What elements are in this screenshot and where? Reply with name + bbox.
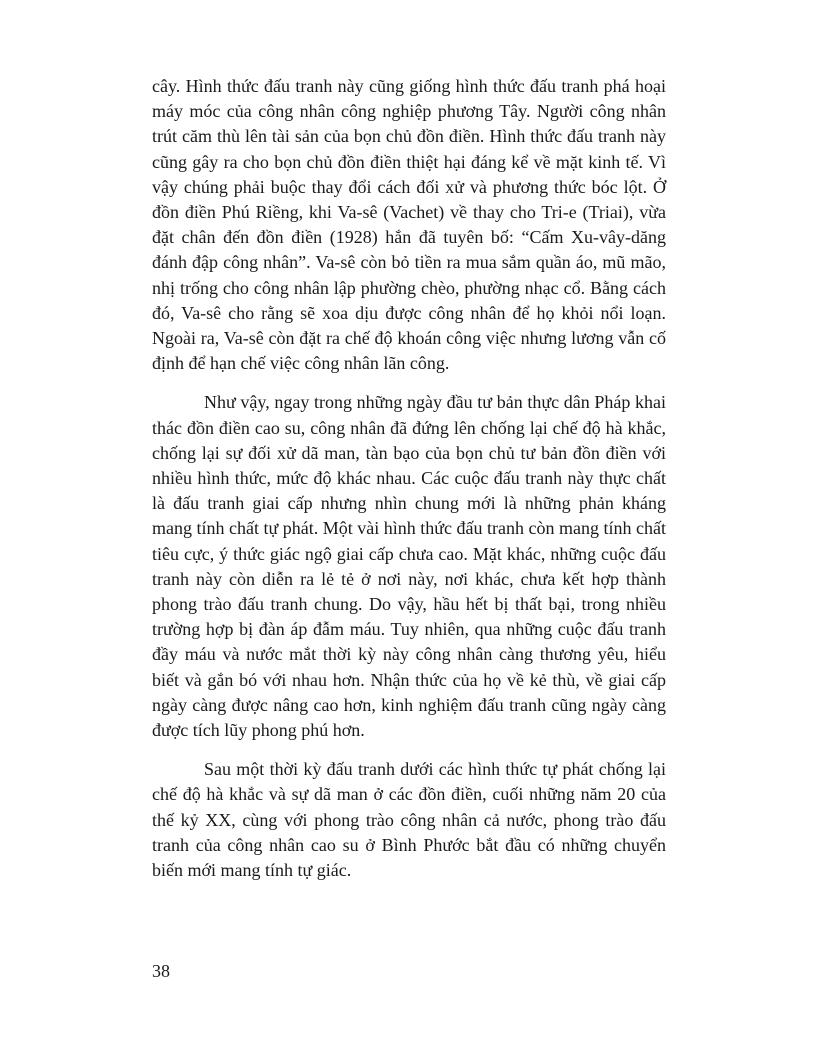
- paragraph-3: Sau một thời kỳ đấu tranh dưới các hình thức tự phát chống lại chế độ hà khắc và sự dã man ở các đồn điền, cuối những năm 20 của thế kỷ XX, cùng với phong trào công nhân cả nước, phong trào đấu tranh của công nhân cao su ở Bình Phước bắt đầu có những chuyển biến mới mang tính tự giác.: [152, 759, 666, 881]
- paragraph-2: Như vậy, ngay trong những ngày đầu tư bản thực dân Pháp khai thác đồn điền cao su, công nhân đã đứng lên chống lại chế độ hà khắc, chống lại sự đối xử dã man, tàn bạo của bọn chủ tư bản đồn điền với nhiều hình thức, mức độ khác nhau. Các cuộc đấu tranh này thực chất là đấu tranh giai cấp nhưng nhìn chung mới là những phản kháng mang tính chất tự phát. Một vài hình thức đấu tranh còn mang tính chất tiêu cực, ý thức giác ngộ giai cấp chưa cao. Mặt khác, những cuộc đấu tranh này còn diễn ra lẻ tẻ ở nơi này, nơi khác, chưa kết hợp thành phong trào đấu tranh chung. Do vậy, hầu hết bị thất bại, trong nhiều trường hợp bị đàn áp đẫm máu. Tuy nhiên, qua những cuộc đấu tranh đầy máu và nước mắt thời kỳ này công nhân càng thương yêu, hiểu biết và gắn bó với nhau hơn. Nhận thức của họ về kẻ thù, về giai cấp ngày càng được nâng cao hơn, kinh nghiệm đấu tranh cũng ngày càng được tích lũy phong phú hơn.: [152, 392, 666, 741]
- paragraph-1: cây. Hình thức đấu tranh này cũng giống hình thức đấu tranh phá hoại máy móc của công nhân công nghiệp phương Tây. Người công nhân trút căm thù lên tài sản của bọn chủ đồn điền. Hình thức đấu tranh này cũng gây ra cho bọn chủ đồn điền thiệt hại đáng kể về mặt kinh tế. Vì vậy chúng phải buộc thay đổi cách đối xử và phương thức bóc lột. Ở đồn điền Phú Riềng, khi Va-sê (Vachet) về thay cho Tri-e (Triai), vừa đặt chân đến đồn điền (1928) hắn đã tuyên bố: “Cấm Xu-vây-dăng đánh đập công nhân”. Va-sê còn bỏ tiền ra mua sắm quần áo, mũ mão, nhị trống cho công nhân lập phường chèo, phường nhạc cổ. Bằng cách đó, Va-sê cho rằng sẽ xoa dịu được công nhân để họ khỏi nổi loạn. Ngoài ra, Va-sê còn đặt ra chế độ khoán công việc nhưng lương vẫn cố định để hạn chế việc công nhân lãn công.: [152, 76, 666, 374]
- page-number: 38: [152, 961, 170, 981]
- body-text: [152, 74, 666, 883]
